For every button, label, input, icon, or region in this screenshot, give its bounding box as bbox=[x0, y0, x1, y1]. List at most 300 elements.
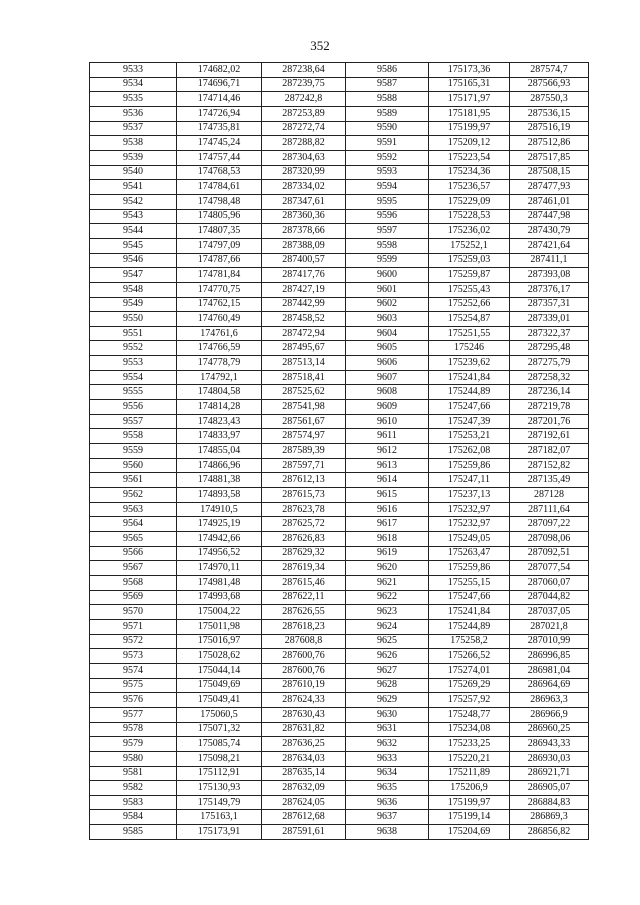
point-number-cell: 9589 bbox=[346, 106, 429, 121]
x-coordinate-cell: 175247,11 bbox=[429, 473, 510, 488]
y-coordinate-cell: 287304,63 bbox=[262, 150, 346, 165]
y-coordinate-cell: 287258,32 bbox=[510, 370, 589, 385]
y-coordinate-cell: 287624,33 bbox=[262, 693, 346, 708]
point-number-cell: 9566 bbox=[90, 546, 177, 561]
table-row bbox=[90, 766, 589, 781]
point-number-cell: 9588 bbox=[346, 92, 429, 107]
y-coordinate-cell: 287574,7 bbox=[510, 63, 589, 78]
point-number-cell: 9549 bbox=[90, 297, 177, 312]
point-number-cell: 9537 bbox=[90, 121, 177, 136]
table-row bbox=[90, 429, 589, 444]
x-coordinate-cell: 175237,13 bbox=[429, 488, 510, 503]
x-coordinate-cell: 175173,36 bbox=[429, 63, 510, 78]
point-number-cell: 9595 bbox=[346, 194, 429, 209]
point-number-cell: 9591 bbox=[346, 136, 429, 151]
table-row bbox=[90, 297, 589, 312]
table-row bbox=[90, 282, 589, 297]
x-coordinate-cell: 175171,97 bbox=[429, 92, 510, 107]
table-row bbox=[90, 781, 589, 796]
point-number-cell: 9593 bbox=[346, 165, 429, 180]
table-row bbox=[90, 253, 589, 268]
table-row bbox=[90, 532, 589, 547]
point-number-cell: 9567 bbox=[90, 561, 177, 576]
y-coordinate-cell: 287589,39 bbox=[262, 444, 346, 459]
x-coordinate-cell: 174768,53 bbox=[177, 165, 262, 180]
table-row bbox=[90, 77, 589, 92]
x-coordinate-cell: 174910,5 bbox=[177, 502, 262, 517]
y-coordinate-cell: 287635,14 bbox=[262, 766, 346, 781]
point-number-cell: 9633 bbox=[346, 751, 429, 766]
x-coordinate-cell: 174757,44 bbox=[177, 150, 262, 165]
point-number-cell: 9563 bbox=[90, 502, 177, 517]
point-number-cell: 9632 bbox=[346, 737, 429, 752]
x-coordinate-cell: 175259,03 bbox=[429, 253, 510, 268]
y-coordinate-cell: 287320,99 bbox=[262, 165, 346, 180]
point-number-cell: 9623 bbox=[346, 605, 429, 620]
y-coordinate-cell: 286930,03 bbox=[510, 751, 589, 766]
point-number-cell: 9625 bbox=[346, 634, 429, 649]
y-coordinate-cell: 287612,13 bbox=[262, 473, 346, 488]
point-number-cell: 9590 bbox=[346, 121, 429, 136]
point-number-cell: 9594 bbox=[346, 180, 429, 195]
x-coordinate-cell: 174925,19 bbox=[177, 517, 262, 532]
point-number-cell: 9637 bbox=[346, 810, 429, 825]
y-coordinate-cell: 287561,67 bbox=[262, 414, 346, 429]
x-coordinate-cell: 174823,43 bbox=[177, 414, 262, 429]
table-row bbox=[90, 92, 589, 107]
x-coordinate-cell: 175269,29 bbox=[429, 678, 510, 693]
x-coordinate-cell: 175252,66 bbox=[429, 297, 510, 312]
x-coordinate-cell: 174981,48 bbox=[177, 575, 262, 590]
y-coordinate-cell: 287512,86 bbox=[510, 136, 589, 151]
point-number-cell: 9552 bbox=[90, 341, 177, 356]
table-row bbox=[90, 356, 589, 371]
y-coordinate-cell: 287442,99 bbox=[262, 297, 346, 312]
point-number-cell: 9544 bbox=[90, 224, 177, 239]
table-row bbox=[90, 707, 589, 722]
y-coordinate-cell: 287347,61 bbox=[262, 194, 346, 209]
point-number-cell: 9605 bbox=[346, 341, 429, 356]
table-row bbox=[90, 502, 589, 517]
y-coordinate-cell: 287236,14 bbox=[510, 385, 589, 400]
point-number-cell: 9622 bbox=[346, 590, 429, 605]
x-coordinate-cell: 175241,84 bbox=[429, 605, 510, 620]
point-number-cell: 9556 bbox=[90, 400, 177, 415]
x-coordinate-cell: 175199,97 bbox=[429, 121, 510, 136]
point-number-cell: 9550 bbox=[90, 312, 177, 327]
x-coordinate-cell: 175228,53 bbox=[429, 209, 510, 224]
point-number-cell: 9627 bbox=[346, 663, 429, 678]
point-number-cell: 9611 bbox=[346, 429, 429, 444]
x-coordinate-cell: 175274,01 bbox=[429, 663, 510, 678]
point-number-cell: 9580 bbox=[90, 751, 177, 766]
y-coordinate-cell: 287077,54 bbox=[510, 561, 589, 576]
y-coordinate-cell: 287152,82 bbox=[510, 458, 589, 473]
x-coordinate-cell: 175163,1 bbox=[177, 810, 262, 825]
point-number-cell: 9621 bbox=[346, 575, 429, 590]
point-number-cell: 9617 bbox=[346, 517, 429, 532]
x-coordinate-cell: 174784,61 bbox=[177, 180, 262, 195]
point-number-cell: 9607 bbox=[346, 370, 429, 385]
y-coordinate-cell: 287461,01 bbox=[510, 194, 589, 209]
x-coordinate-cell: 174805,96 bbox=[177, 209, 262, 224]
table-row bbox=[90, 268, 589, 283]
y-coordinate-cell: 287447,98 bbox=[510, 209, 589, 224]
x-coordinate-cell: 174993,68 bbox=[177, 590, 262, 605]
table-row bbox=[90, 444, 589, 459]
x-coordinate-cell: 175255,15 bbox=[429, 575, 510, 590]
x-coordinate-cell: 174804,58 bbox=[177, 385, 262, 400]
x-coordinate-cell: 175165,31 bbox=[429, 77, 510, 92]
y-coordinate-cell: 287376,17 bbox=[510, 282, 589, 297]
table-row bbox=[90, 517, 589, 532]
y-coordinate-cell: 287574,97 bbox=[262, 429, 346, 444]
x-coordinate-cell: 174866,96 bbox=[177, 458, 262, 473]
y-coordinate-cell: 287388,09 bbox=[262, 238, 346, 253]
y-coordinate-cell: 287238,64 bbox=[262, 63, 346, 78]
y-coordinate-cell: 287618,23 bbox=[262, 619, 346, 634]
y-coordinate-cell: 287272,74 bbox=[262, 121, 346, 136]
point-number-cell: 9564 bbox=[90, 517, 177, 532]
x-coordinate-cell: 175259,86 bbox=[429, 561, 510, 576]
point-number-cell: 9548 bbox=[90, 282, 177, 297]
x-coordinate-cell: 175254,87 bbox=[429, 312, 510, 327]
x-coordinate-cell: 175247,39 bbox=[429, 414, 510, 429]
point-number-cell: 9543 bbox=[90, 209, 177, 224]
point-number-cell: 9629 bbox=[346, 693, 429, 708]
x-coordinate-cell: 175234,36 bbox=[429, 165, 510, 180]
point-number-cell: 9576 bbox=[90, 693, 177, 708]
point-number-cell: 9582 bbox=[90, 781, 177, 796]
point-number-cell: 9533 bbox=[90, 63, 177, 78]
y-coordinate-cell: 287495,67 bbox=[262, 341, 346, 356]
x-coordinate-cell: 175248,77 bbox=[429, 707, 510, 722]
x-coordinate-cell: 175085,74 bbox=[177, 737, 262, 752]
y-coordinate-cell: 287630,43 bbox=[262, 707, 346, 722]
x-coordinate-cell: 175236,02 bbox=[429, 224, 510, 239]
table-row bbox=[90, 825, 589, 840]
y-coordinate-cell: 287111,64 bbox=[510, 502, 589, 517]
y-coordinate-cell: 286981,04 bbox=[510, 663, 589, 678]
y-coordinate-cell: 287417,76 bbox=[262, 268, 346, 283]
y-coordinate-cell: 286921,71 bbox=[510, 766, 589, 781]
point-number-cell: 9575 bbox=[90, 678, 177, 693]
x-coordinate-cell: 174956,52 bbox=[177, 546, 262, 561]
y-coordinate-cell: 287400,57 bbox=[262, 253, 346, 268]
point-number-cell: 9601 bbox=[346, 282, 429, 297]
point-number-cell: 9540 bbox=[90, 165, 177, 180]
x-coordinate-cell: 174714,46 bbox=[177, 92, 262, 107]
x-coordinate-cell: 175004,22 bbox=[177, 605, 262, 620]
y-coordinate-cell: 287458,52 bbox=[262, 312, 346, 327]
x-coordinate-cell: 175199,97 bbox=[429, 795, 510, 810]
x-coordinate-cell: 174881,38 bbox=[177, 473, 262, 488]
coordinates-table bbox=[89, 62, 589, 840]
point-number-cell: 9547 bbox=[90, 268, 177, 283]
point-number-cell: 9535 bbox=[90, 92, 177, 107]
y-coordinate-cell: 287295,48 bbox=[510, 341, 589, 356]
y-coordinate-cell: 287010,99 bbox=[510, 634, 589, 649]
y-coordinate-cell: 287135,49 bbox=[510, 473, 589, 488]
table-row bbox=[90, 737, 589, 752]
table-row bbox=[90, 810, 589, 825]
table-row bbox=[90, 693, 589, 708]
x-coordinate-cell: 175249,05 bbox=[429, 532, 510, 547]
x-coordinate-cell: 175060,5 bbox=[177, 707, 262, 722]
point-number-cell: 9571 bbox=[90, 619, 177, 634]
table-row bbox=[90, 561, 589, 576]
table-row bbox=[90, 634, 589, 649]
y-coordinate-cell: 287477,93 bbox=[510, 180, 589, 195]
point-number-cell: 9612 bbox=[346, 444, 429, 459]
point-number-cell: 9546 bbox=[90, 253, 177, 268]
point-number-cell: 9597 bbox=[346, 224, 429, 239]
point-number-cell: 9572 bbox=[90, 634, 177, 649]
point-number-cell: 9599 bbox=[346, 253, 429, 268]
point-number-cell: 9541 bbox=[90, 180, 177, 195]
point-number-cell: 9614 bbox=[346, 473, 429, 488]
table-row bbox=[90, 385, 589, 400]
point-number-cell: 9638 bbox=[346, 825, 429, 840]
y-coordinate-cell: 287508,15 bbox=[510, 165, 589, 180]
point-number-cell: 9545 bbox=[90, 238, 177, 253]
point-number-cell: 9624 bbox=[346, 619, 429, 634]
x-coordinate-cell: 175016,97 bbox=[177, 634, 262, 649]
point-number-cell: 9613 bbox=[346, 458, 429, 473]
y-coordinate-cell: 287044,82 bbox=[510, 590, 589, 605]
y-coordinate-cell: 287192,61 bbox=[510, 429, 589, 444]
point-number-cell: 9569 bbox=[90, 590, 177, 605]
point-number-cell: 9596 bbox=[346, 209, 429, 224]
x-coordinate-cell: 175259,87 bbox=[429, 268, 510, 283]
x-coordinate-cell: 175255,43 bbox=[429, 282, 510, 297]
x-coordinate-cell: 174798,48 bbox=[177, 194, 262, 209]
point-number-cell: 9636 bbox=[346, 795, 429, 810]
x-coordinate-cell: 175044,14 bbox=[177, 663, 262, 678]
point-number-cell: 9604 bbox=[346, 326, 429, 341]
x-coordinate-cell: 174781,84 bbox=[177, 268, 262, 283]
table-row bbox=[90, 590, 589, 605]
y-coordinate-cell: 286964,69 bbox=[510, 678, 589, 693]
x-coordinate-cell: 174766,59 bbox=[177, 341, 262, 356]
y-coordinate-cell: 287541,98 bbox=[262, 400, 346, 415]
table-row bbox=[90, 63, 589, 78]
y-coordinate-cell: 287427,19 bbox=[262, 282, 346, 297]
table-row bbox=[90, 722, 589, 737]
table-row bbox=[90, 150, 589, 165]
table-row bbox=[90, 326, 589, 341]
table-row bbox=[90, 370, 589, 385]
table-row bbox=[90, 180, 589, 195]
x-coordinate-cell: 175209,12 bbox=[429, 136, 510, 151]
table-row bbox=[90, 458, 589, 473]
point-number-cell: 9626 bbox=[346, 649, 429, 664]
x-coordinate-cell: 174792,1 bbox=[177, 370, 262, 385]
y-coordinate-cell: 287591,61 bbox=[262, 825, 346, 840]
table-row bbox=[90, 663, 589, 678]
x-coordinate-cell: 175098,21 bbox=[177, 751, 262, 766]
y-coordinate-cell: 287037,05 bbox=[510, 605, 589, 620]
x-coordinate-cell: 174778,79 bbox=[177, 356, 262, 371]
x-coordinate-cell: 175149,79 bbox=[177, 795, 262, 810]
x-coordinate-cell: 175028,62 bbox=[177, 649, 262, 664]
point-number-cell: 9573 bbox=[90, 649, 177, 664]
point-number-cell: 9631 bbox=[346, 722, 429, 737]
y-coordinate-cell: 287624,05 bbox=[262, 795, 346, 810]
x-coordinate-cell: 174760,49 bbox=[177, 312, 262, 327]
y-coordinate-cell: 286966,9 bbox=[510, 707, 589, 722]
x-coordinate-cell: 175220,21 bbox=[429, 751, 510, 766]
point-number-cell: 9574 bbox=[90, 663, 177, 678]
point-number-cell: 9579 bbox=[90, 737, 177, 752]
y-coordinate-cell: 287518,41 bbox=[262, 370, 346, 385]
point-number-cell: 9616 bbox=[346, 502, 429, 517]
y-coordinate-cell: 287600,76 bbox=[262, 663, 346, 678]
point-number-cell: 9557 bbox=[90, 414, 177, 429]
point-number-cell: 9620 bbox=[346, 561, 429, 576]
y-coordinate-cell: 287322,37 bbox=[510, 326, 589, 341]
x-coordinate-cell: 174735,81 bbox=[177, 121, 262, 136]
point-number-cell: 9584 bbox=[90, 810, 177, 825]
y-coordinate-cell: 287536,15 bbox=[510, 106, 589, 121]
y-coordinate-cell: 287201,76 bbox=[510, 414, 589, 429]
table-row bbox=[90, 194, 589, 209]
y-coordinate-cell: 287021,8 bbox=[510, 619, 589, 634]
coordinates-table-body bbox=[90, 63, 589, 840]
y-coordinate-cell: 287626,55 bbox=[262, 605, 346, 620]
point-number-cell: 9592 bbox=[346, 150, 429, 165]
x-coordinate-cell: 175259,86 bbox=[429, 458, 510, 473]
table-row bbox=[90, 121, 589, 136]
y-coordinate-cell: 287600,76 bbox=[262, 649, 346, 664]
y-coordinate-cell: 287378,66 bbox=[262, 224, 346, 239]
x-coordinate-cell: 175247,66 bbox=[429, 590, 510, 605]
y-coordinate-cell: 287626,83 bbox=[262, 532, 346, 547]
point-number-cell: 9608 bbox=[346, 385, 429, 400]
y-coordinate-cell: 287092,51 bbox=[510, 546, 589, 561]
point-number-cell: 9610 bbox=[346, 414, 429, 429]
x-coordinate-cell: 174745,24 bbox=[177, 136, 262, 151]
point-number-cell: 9559 bbox=[90, 444, 177, 459]
y-coordinate-cell: 287525,62 bbox=[262, 385, 346, 400]
point-number-cell: 9539 bbox=[90, 150, 177, 165]
x-coordinate-cell: 174682,02 bbox=[177, 63, 262, 78]
y-coordinate-cell: 287615,73 bbox=[262, 488, 346, 503]
x-coordinate-cell: 175229,09 bbox=[429, 194, 510, 209]
x-coordinate-cell: 175244,89 bbox=[429, 385, 510, 400]
x-coordinate-cell: 175199,14 bbox=[429, 810, 510, 825]
x-coordinate-cell: 175130,93 bbox=[177, 781, 262, 796]
x-coordinate-cell: 174807,35 bbox=[177, 224, 262, 239]
x-coordinate-cell: 175232,97 bbox=[429, 502, 510, 517]
x-coordinate-cell: 174814,28 bbox=[177, 400, 262, 415]
table-row bbox=[90, 106, 589, 121]
x-coordinate-cell: 175112,91 bbox=[177, 766, 262, 781]
x-coordinate-cell: 174970,11 bbox=[177, 561, 262, 576]
table-row bbox=[90, 224, 589, 239]
table-row bbox=[90, 209, 589, 224]
y-coordinate-cell: 286884,83 bbox=[510, 795, 589, 810]
y-coordinate-cell: 286960,25 bbox=[510, 722, 589, 737]
x-coordinate-cell: 175239,62 bbox=[429, 356, 510, 371]
point-number-cell: 9600 bbox=[346, 268, 429, 283]
table-row bbox=[90, 488, 589, 503]
point-number-cell: 9598 bbox=[346, 238, 429, 253]
x-coordinate-cell: 174833,97 bbox=[177, 429, 262, 444]
x-coordinate-cell: 175241,84 bbox=[429, 370, 510, 385]
point-number-cell: 9536 bbox=[90, 106, 177, 121]
x-coordinate-cell: 175263,47 bbox=[429, 546, 510, 561]
y-coordinate-cell: 287631,82 bbox=[262, 722, 346, 737]
table-row bbox=[90, 341, 589, 356]
y-coordinate-cell: 287550,3 bbox=[510, 92, 589, 107]
x-coordinate-cell: 174726,94 bbox=[177, 106, 262, 121]
x-coordinate-cell: 175266,52 bbox=[429, 649, 510, 664]
x-coordinate-cell: 175258,2 bbox=[429, 634, 510, 649]
y-coordinate-cell: 287629,32 bbox=[262, 546, 346, 561]
x-coordinate-cell: 175251,55 bbox=[429, 326, 510, 341]
y-coordinate-cell: 287421,64 bbox=[510, 238, 589, 253]
y-coordinate-cell: 287060,07 bbox=[510, 575, 589, 590]
y-coordinate-cell: 287182,07 bbox=[510, 444, 589, 459]
x-coordinate-cell: 175233,25 bbox=[429, 737, 510, 752]
point-number-cell: 9583 bbox=[90, 795, 177, 810]
point-number-cell: 9560 bbox=[90, 458, 177, 473]
y-coordinate-cell: 286856,82 bbox=[510, 825, 589, 840]
x-coordinate-cell: 175181,95 bbox=[429, 106, 510, 121]
y-coordinate-cell: 287411,1 bbox=[510, 253, 589, 268]
y-coordinate-cell: 287636,25 bbox=[262, 737, 346, 752]
table-row bbox=[90, 751, 589, 766]
point-number-cell: 9555 bbox=[90, 385, 177, 400]
x-coordinate-cell: 174787,66 bbox=[177, 253, 262, 268]
table-row bbox=[90, 165, 589, 180]
y-coordinate-cell: 287219,78 bbox=[510, 400, 589, 415]
x-coordinate-cell: 175232,97 bbox=[429, 517, 510, 532]
x-coordinate-cell: 175011,98 bbox=[177, 619, 262, 634]
y-coordinate-cell: 287612,68 bbox=[262, 810, 346, 825]
table-row bbox=[90, 312, 589, 327]
x-coordinate-cell: 174762,15 bbox=[177, 297, 262, 312]
y-coordinate-cell: 287097,22 bbox=[510, 517, 589, 532]
y-coordinate-cell: 286869,3 bbox=[510, 810, 589, 825]
y-coordinate-cell: 287622,11 bbox=[262, 590, 346, 605]
y-coordinate-cell: 286996,85 bbox=[510, 649, 589, 664]
x-coordinate-cell: 175071,32 bbox=[177, 722, 262, 737]
y-coordinate-cell: 287098,06 bbox=[510, 532, 589, 547]
y-coordinate-cell: 287615,46 bbox=[262, 575, 346, 590]
table-row bbox=[90, 136, 589, 151]
y-coordinate-cell: 287619,34 bbox=[262, 561, 346, 576]
y-coordinate-cell: 287516,19 bbox=[510, 121, 589, 136]
table-row bbox=[90, 546, 589, 561]
y-coordinate-cell: 287623,78 bbox=[262, 502, 346, 517]
point-number-cell: 9551 bbox=[90, 326, 177, 341]
y-coordinate-cell: 287339,01 bbox=[510, 312, 589, 327]
x-coordinate-cell: 175244,89 bbox=[429, 619, 510, 634]
point-number-cell: 9628 bbox=[346, 678, 429, 693]
point-number-cell: 9587 bbox=[346, 77, 429, 92]
point-number-cell: 9603 bbox=[346, 312, 429, 327]
point-number-cell: 9619 bbox=[346, 546, 429, 561]
y-coordinate-cell: 286963,3 bbox=[510, 693, 589, 708]
point-number-cell: 9578 bbox=[90, 722, 177, 737]
y-coordinate-cell: 287393,08 bbox=[510, 268, 589, 283]
x-coordinate-cell: 175236,57 bbox=[429, 180, 510, 195]
x-coordinate-cell: 175049,41 bbox=[177, 693, 262, 708]
y-coordinate-cell: 287288,82 bbox=[262, 136, 346, 151]
y-coordinate-cell: 287517,85 bbox=[510, 150, 589, 165]
